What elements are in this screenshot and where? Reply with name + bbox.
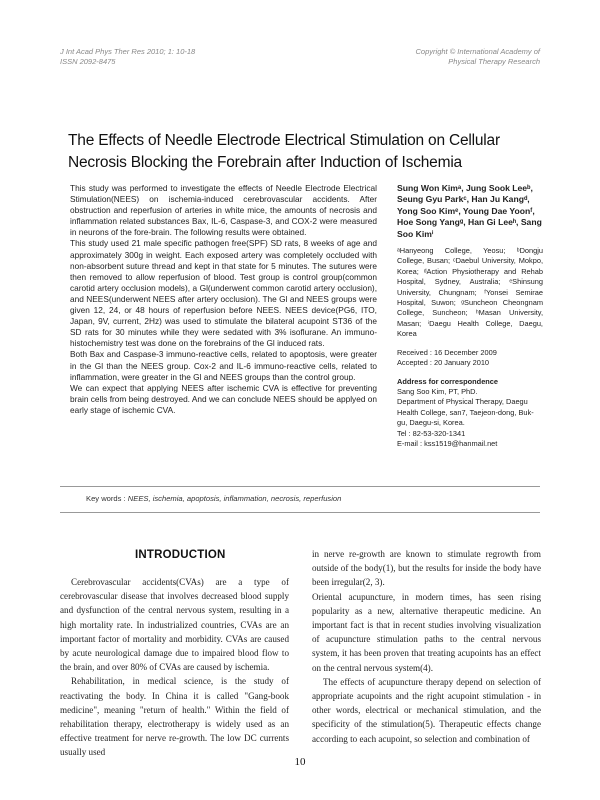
- body-paragraph: Rehabilitation, in medical science, is the study of reactivating the body. In China it is called "Gang-book medicine", meaning "return of health." Within the field of rehabilitation therapy, electrotherapy is widely used as an effective treatment for nerve re-growth. The low DC currents usually used: [60, 676, 289, 758]
- body-paragraph: The effects of acupuncture therapy depend on selection of appropriate acupoints and the right acupoint stimulation - in other words, electrical or mechanical stimulation, and the specificity of the stimulation(5). Therapeutic effects change according to each acupoint, so selection and combination of: [312, 676, 541, 744]
- divider: [60, 486, 540, 487]
- accepted-date: Accepted : 20 January 2010: [397, 358, 490, 368]
- body-column-right: [312, 547, 541, 746]
- abstract-paragraph: Both Bax and Caspase-3 immuno-reactive cells, related to apoptosis, were greater in the Gl than the NEES group. Cox-2 and IL-6 immuno-reactive cells, related to inflammation, were greater in the Gl and NEES groups than the control group.: [70, 349, 377, 382]
- section-heading-introduction: INTRODUCTION: [135, 549, 226, 561]
- correspondence-email: E-mail : kss1519@hanmail.net: [397, 438, 498, 448]
- journal-citation: [60, 47, 195, 67]
- abstract-paragraph: This study used 21 male specific pathogen free(SPF) SD rats, 8 weeks of age and approximately 300g in weight. Each exposed artery was completely occluded with non-absorbent suture thread and kept in that state for 5 minutes. The sutures were then removed to allow reperfusion of blood. Test group is control group(common carotid artery occlusion models), a Gl(underwent common carotid artery occlusion), and NEES(underwent NEES after artery occlusion). The Gl and NEES groups were given 12, 24, or 48 hours of reperfusion before NEES. NEES device(PG6, ITO, Japan, 9V, current, 2Hz) was used to stimulate the bilateral acupoint ST36 of the SD rats for 30 minutes while they were sedated with 3% isoflurane. An immuno-histochemistry test was done on the forebrains of the Gl induced rats.: [70, 238, 377, 349]
- journal-citation-line: J Int Acad Phys Ther Res 2010; 1: 10-18: [60, 47, 196, 56]
- body-paragraph: in nerve re-growth are known to stimulate regrowth from outside of the body(1), but the results for inside the body have been irregular(2, 3).: [312, 549, 541, 588]
- copyright-line: Copyright © International Academy of: [415, 47, 540, 56]
- article-title: [68, 130, 538, 174]
- copyright-line: Physical Therapy Research: [448, 57, 540, 66]
- body-paragraph: Cerebrovascular accidents(CVAs) are a type of cerebrovascular disease that involves decreased blood supply and dysfunction of the central nervous system, resulting in a high mortality rate. In industrialized countries, CVAs are an important factor of mortality and morbidity. CVAs are caused by acute neurological damage due to impaired blood flow to the brain, and over 80% of CVAs are caused by ischemia.: [60, 577, 289, 673]
- article-title-line: The Effects of Needle Electrode Electrical Stimulation on Cellular: [68, 132, 500, 149]
- article-dates: [397, 348, 543, 369]
- divider: [60, 512, 540, 513]
- correspondence-address: Department of Physical Therapy, Daegu Health College, san7, Taejeon-dong, Buk-gu, Daegu-si, Korea.: [397, 397, 534, 428]
- received-date: Received : 16 December 2009: [397, 347, 497, 357]
- page-number: 10: [294, 756, 306, 768]
- correspondence-name: Sang Soo Kim, PT, PhD.: [397, 386, 478, 396]
- keywords: [86, 494, 486, 503]
- copyright-notice: [416, 47, 540, 67]
- article-title-line: Necrosis Blocking the Forebrain after Induction of Ischemia: [68, 154, 462, 171]
- keywords-value: NEES, ischemia, apoptosis, inflammation, necrosis, reperfusion: [127, 494, 342, 503]
- correspondence-label: Address for correspondence: [397, 376, 499, 386]
- author-info-panel: [397, 183, 543, 449]
- body-column-left: [60, 575, 289, 760]
- correspondence-block: [397, 377, 543, 450]
- correspondence-tel: Tel : 82-53-320-1341: [397, 428, 466, 438]
- abstract-paragraph: This study was performed to investigate the effects of Needle Electrode Electrical Stimulation(NEES) on ischemia-induced cerebrovascular accidents. After obstruction and reperfusion of arteries in white mice, the amounts of necrosis and inflammation related substances Bax, IL-6, Caspase-3, and COX-2 were measured in neurons of the fore-brain. The following results were obtained.: [70, 183, 377, 238]
- author-list: Sung Won Kimᵃ, Jung Sook Leeᵇ, Seung Gyu Parkᶜ, Han Ju Kangᵈ, Yong Soo Kimᵉ, Young Dae Yoonᶠ, Hoe Song Yangᵍ, Han Gi Leeʰ, Sang Soo Kimⁱ: [397, 183, 542, 239]
- body-paragraph: Oriental acupuncture, in modern times, has seen rising popularity as a new, alternative therapeutic medicine. An important fact is that in recent studies involving visualization of acupuncture stimulation paths to the central nervous system, it has been proven that treating acupoints has an effect on the central nervous system(4).: [312, 591, 541, 673]
- affiliations: ᵃHanyeong College, Yeosu; ᵇDongju College, Busan; ᶜDaebul University, Mokpo, Korea; ᵈAction Physiotherapy and Rehab Hospital, Sydney, Australia; ᵉShinsung University, Chungnam; ᶠYonsei Semirae Hospital, Suwon; ᵍSuncheon Cheongnam College, Suncheon; ʰMasan University, Masan; ⁱDaegu Health College, Daegu, Korea: [397, 246, 543, 339]
- abstract: [70, 183, 377, 416]
- keywords-label: Key words :: [86, 494, 126, 503]
- issn-line: ISSN 2092-8475: [60, 57, 116, 66]
- abstract-paragraph: We can expect that applying NEES after ischemic CVA is effective for preventing brain cells from being destroyed. And we can conclude NEES should be applyed on early stage of ischemic CVA.: [70, 382, 377, 415]
